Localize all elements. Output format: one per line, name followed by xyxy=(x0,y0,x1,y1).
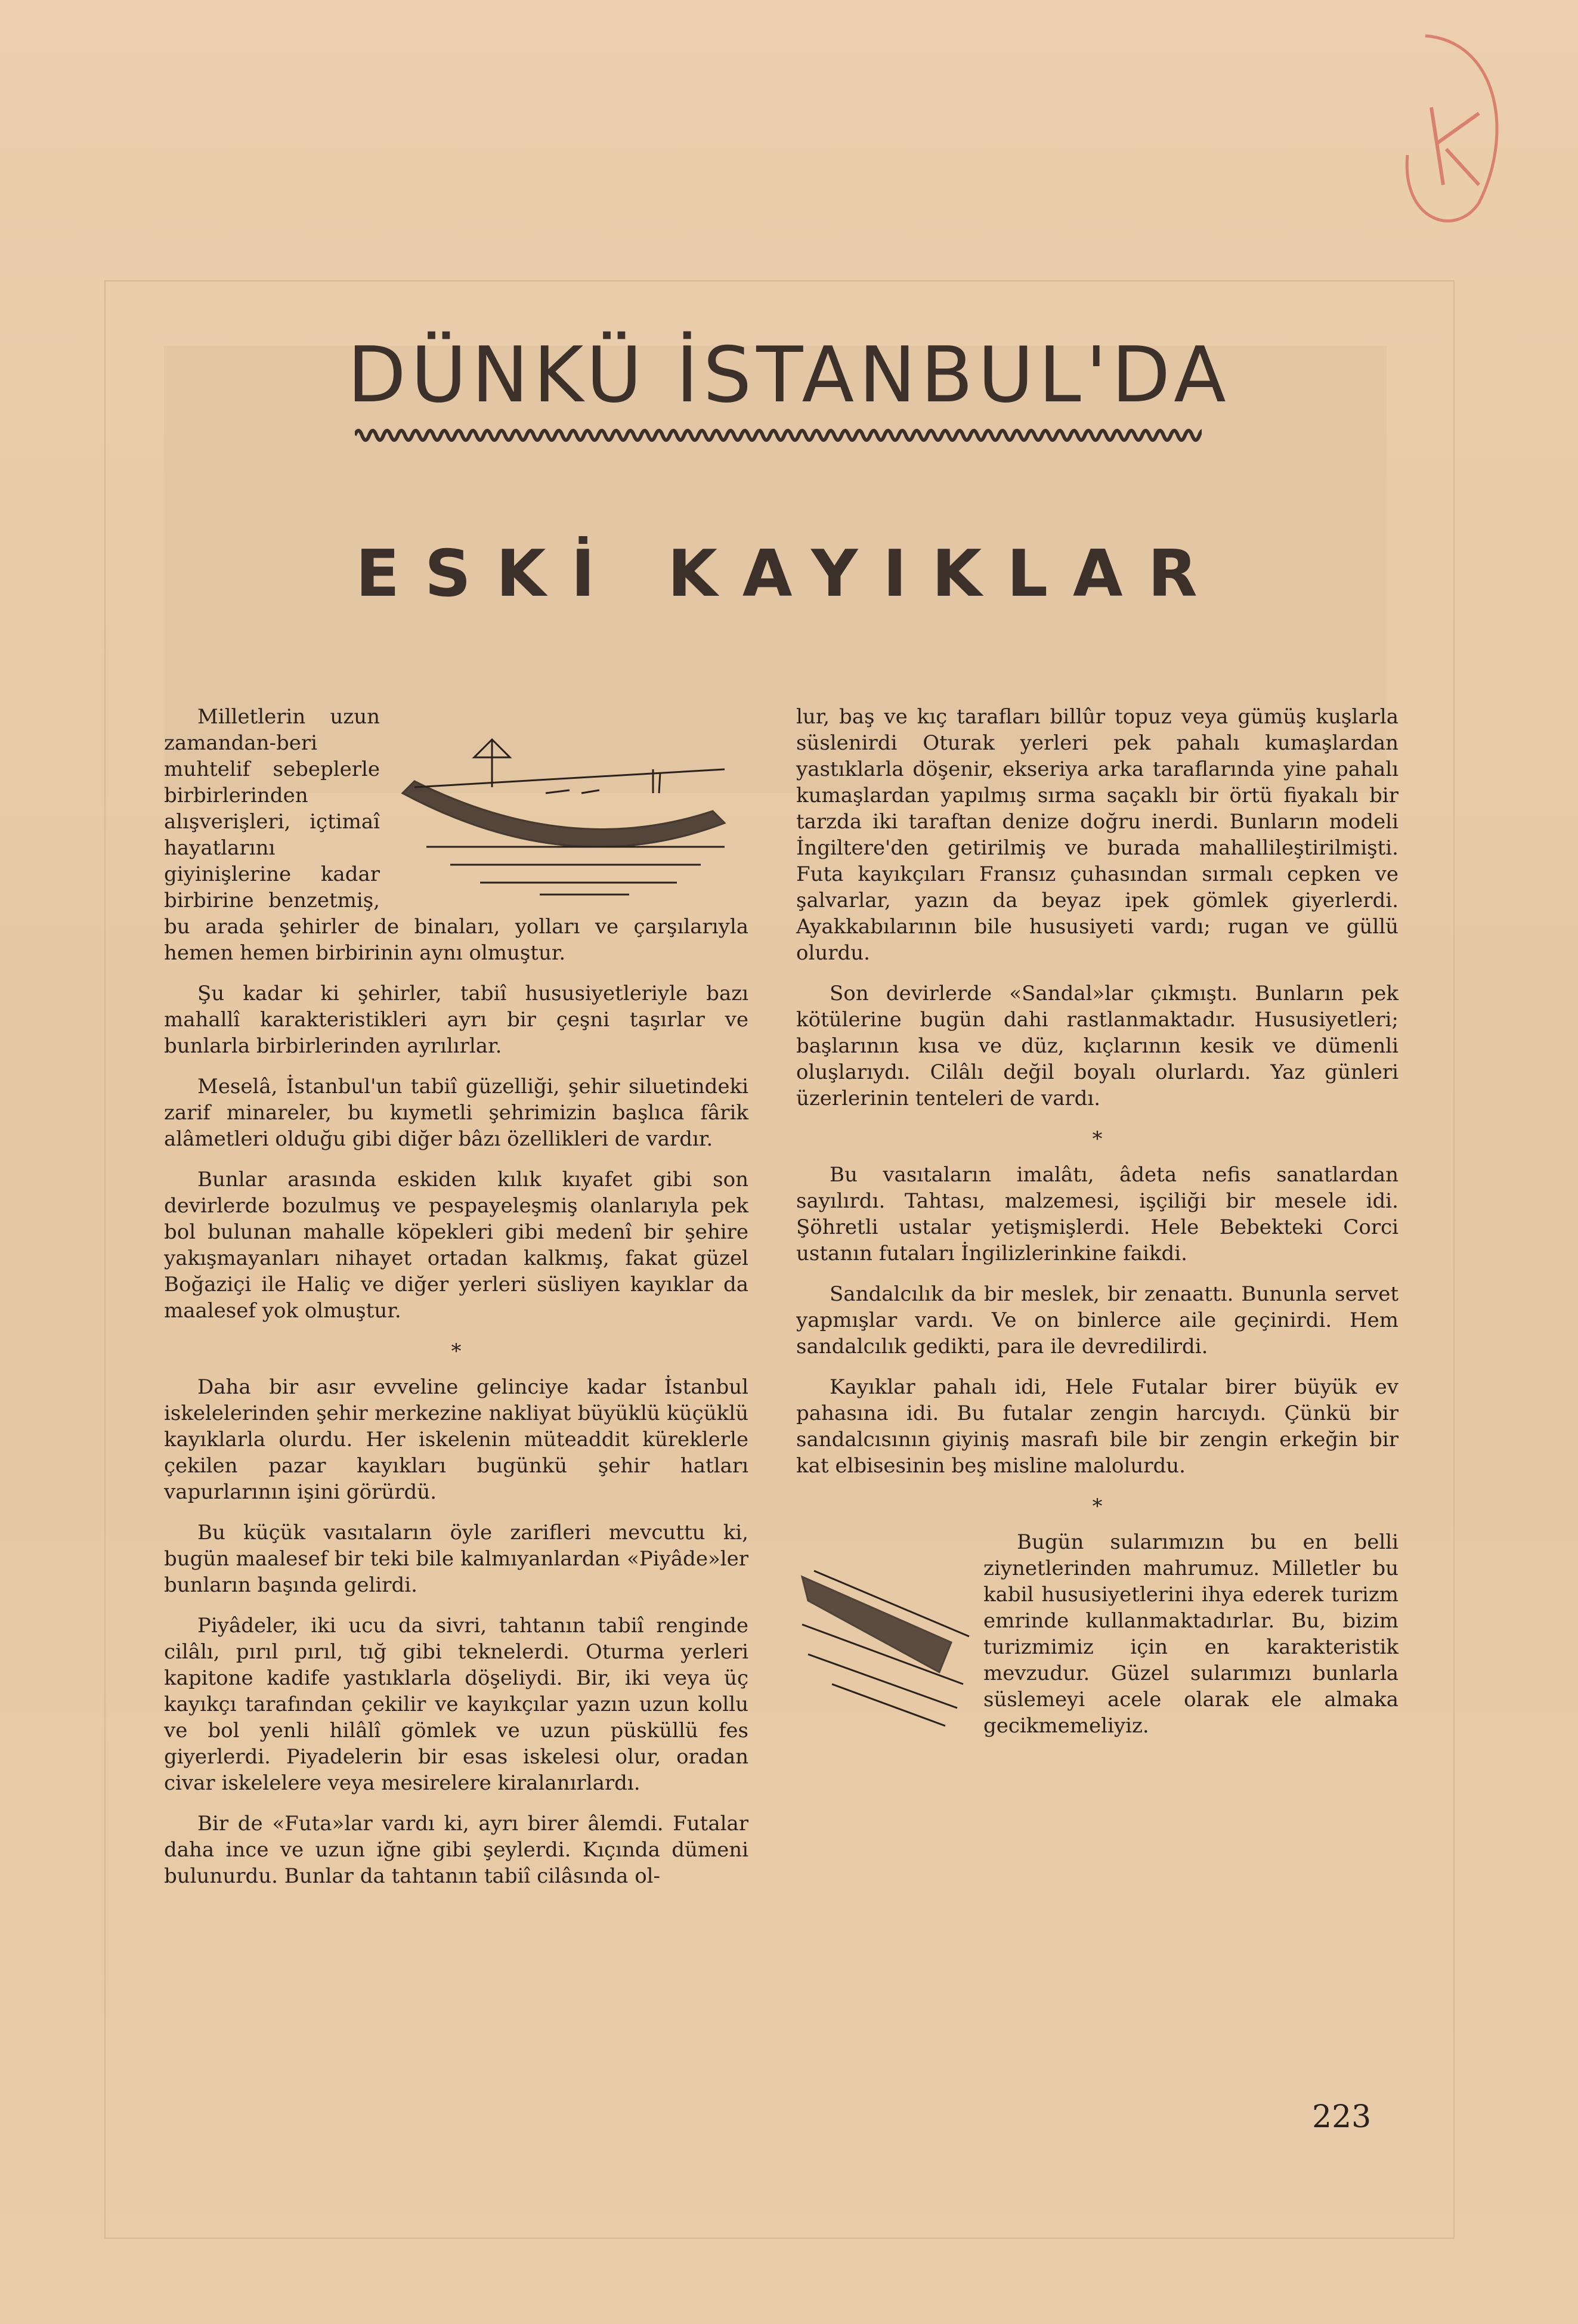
page-title: DÜNKÜ İSTANBUL'DA xyxy=(347,331,1231,420)
sandal-boat-illustration xyxy=(796,1553,975,1732)
corner-mark-stamp-icon xyxy=(1390,24,1509,239)
piyade-boat-illustration xyxy=(391,704,748,900)
paragraph: Kayıklar pahalı idi, Hele Futalar birer büyük ev pahasına idi. Bu futalar zengin harcıydı. Çünkü bir sandalcısının giyiniş masrafı bile bir zengin erkeğin bir kat elbisesinin beş misline malolurdu. xyxy=(796,1375,1398,1478)
right-column xyxy=(796,704,1398,1753)
section-separator: * xyxy=(451,1339,462,1363)
paragraph: lur, baş ve kıç tarafları billûr topuz veya gümüş kuşlarla süslenirdi Oturak yerleri pek pahalı kumaşlardan yastıklarla döşenir, ekseriya arka taraflarında yine pahalı kumaşlardan yapılmış sırma saçaklı bir örtü fiyakalı bir tarzda iki taraftan denize doğru inerdi. Bunların modeli İngiltere'den getirilmiş ve burada mahallileştirilmişti. Futa kayıkçıları Fransız çuhasından sırmalı cepken ve şalvarlar, yazın da beyaz ipek gömlek giyerlerdi. Ayakkabılarının bile hususiyeti vardı; rugan ve güllü olurdu. xyxy=(796,705,1398,965)
paragraph: Bir de «Futa»lar vardı ki, ayrı birer âlemdi. Futalar daha ince ve uzun iğne gibi şeylerdi. Kıçında dümeni bulunurdu. Bunlar da tahtanın tabiî cilâsında ol- xyxy=(164,1812,748,1888)
paragraph: Piyâdeler, iki ucu da sivri, tahtanın tabiî renginde cilâlı, pırıl pırıl, tığ gibi teknelerdi. Oturma yerleri kapitone kadife yastıklarla döşeliydi. Bir, iki veya üç kayıkçı tarafından çekilir ve kayıkçılar yazın uzun kollu ve bol yenli hilâlî gömlek ve uzun püsküllü fes giyerlerdi. Piyadelerin bir esas iskelesi olur, oradan civar iskelelere veya mesirelere kiralanırlardı. xyxy=(164,1614,748,1795)
paragraph: Meselâ, İstanbul'un tabiî güzelliği, şehir siluetindeki zarif minareler, bu kıymetli şehrimizin başlıca fârik alâmetleri olduğu gibi diğer bâzı özellikleri de vardır. xyxy=(164,1075,748,1151)
section-separator: * xyxy=(1092,1494,1103,1518)
page-number: 223 xyxy=(1312,2099,1372,2135)
paragraph: Daha bir asır evveline gelinciye kadar İstanbul iskelelerinden şehir merkezine nakliyat büyüklü küçüklü kayıklarla olurdu. Her iskelenin müteaddit küreklerle çekilen pazar kayıkları bugünkü şehir hatları vapurlarının işini görürdü. xyxy=(164,1375,748,1504)
section-separator: * xyxy=(1092,1127,1103,1151)
wave-ornament-icon xyxy=(355,425,1202,446)
paragraph: Şu kadar ki şehirler, tabiî hususiyetleriyle bazı mahallî karakteristikleri ayrı bir çeşni taşırlar ve bunlarla birbirlerinden ayrılırlar. xyxy=(164,982,748,1058)
paragraph: Bunlar arasında eskiden kılık kıyafet gibi son devirlerde bozulmuş ve pespayeleşmiş olanlarıyla pek bol bulunan mahalle köpekleri gibi medenî bir şehire yakışmayanları nihayet ortadan kalkmış, fakat güzel Boğaziçi ile Haliç ve diğer yerleri süsliyen kayıklar da maalesef yok olmuştur. xyxy=(164,1168,748,1323)
left-column xyxy=(164,704,748,1904)
paragraph: Bu vasıtaların imalâtı, âdeta nefis sanatlardan sayılırdı. Tahtası, malzemesi, işçiliği bir mesele idi. Şöhretli ustalar yetişmişlerdi. Hele Bebekteki Corci ustanın futaları İngilizlerinkine faikdi. xyxy=(796,1163,1398,1265)
paragraph: Sandalcılık da bir meslek, bir zenaattı. Bununla servet yapmışlar vardı. Ve on binlerce aile geçinirdi. Hem sandalcılık gedikti, para ile devredilirdi. xyxy=(796,1282,1398,1358)
paragraph: Milletlerin uzun zamandan-beri muhtelif sebeplerle birbirlerinden alışverişleri, içtimaî hayatlarını giyinişlerine kadar birbirine benzetmiş, bu arada şehirler de binaları, yolları ve çarşılarıyla hemen hemen birbirinin aynı olmuştur. xyxy=(164,705,748,965)
paragraph: Bugün sularımızın bu en belli ziynetlerinden mahrumuz. Milletler bu kabil hususiyetlerini ihya ederek turizm emrinde kullanmaktadırlar. Bu, bizim turizmimiz için en karakteristik mevzudur. Güzel sularımızı bunlarla süslemeyi acele olarak ele almaka gecikmemeliyiz. xyxy=(983,1530,1398,1738)
paragraph: Son devirlerde «Sandal»lar çıkmıştı. Bunların pek kötülerine bugün dahi rastlanmaktadır. Hususiyetleri; başlarının kısa ve düz, kıçlarının kesik ve dümenli oluşlarıydı. Cilâlı değil boyalı olurlardı. Yaz günleri üzerlerinin tenteleri de vardı. xyxy=(796,982,1398,1110)
article-title: ESKİ KAYIKLAR xyxy=(355,537,1223,611)
paragraph: Bu küçük vasıtaların öyle zarifleri mevcuttu ki, bugün maalesef bir teki bile kalmıyanlardan «Piyâde»ler bunların başında gelirdi. xyxy=(164,1521,748,1597)
